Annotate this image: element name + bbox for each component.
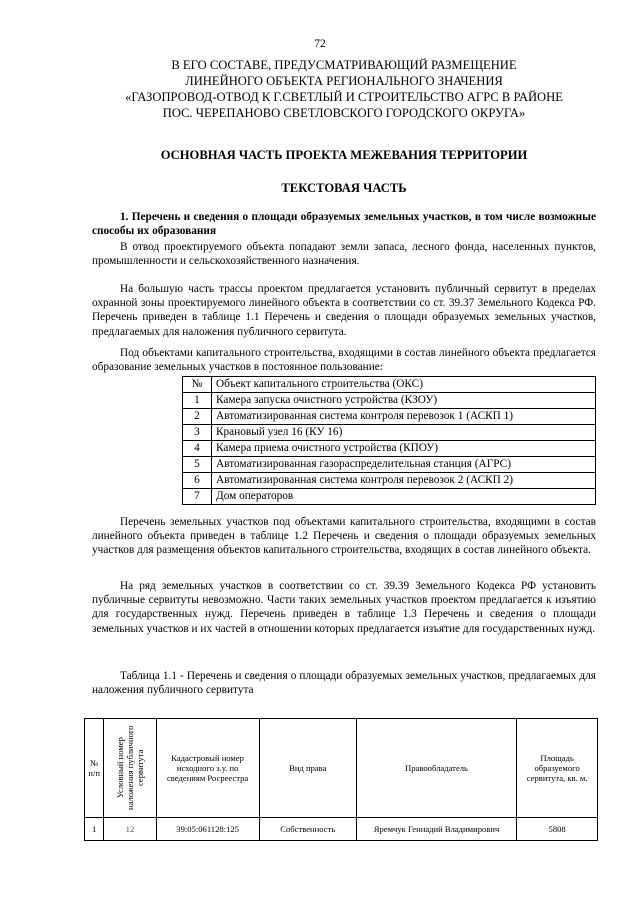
table-cell: Автоматизированная газораспределительная станция (АГРС): [212, 457, 596, 473]
table-cell: 2: [183, 409, 212, 425]
vertical-header-text: Условный номер наложения публичного сервитута: [114, 725, 145, 811]
paragraph-lands: В отвод проектируемого объекта попадают земли запаса, лесного фонда, населенных пунктов, промышленности и сельскохозяйственного назначения.: [92, 241, 596, 268]
table-cell: 39:05:061128:125: [156, 818, 259, 841]
sub-title: ТЕКСТОВАЯ ЧАСТЬ: [281, 181, 407, 195]
table-cell: Автоматизированная система контроля перевозок 1 (АСКП 1): [212, 409, 596, 425]
table-caption: Таблица 1.1 - Перечень и сведения о площади образуемых земельных участков, предлагаемых для наложения публичного сервитута: [92, 670, 596, 697]
table-header-cell: Объект капитального строительства (ОКС): [212, 377, 596, 393]
table-cell: 5808: [517, 818, 598, 841]
table-cell: 5: [183, 457, 212, 473]
table-header-cell: Правообладатель: [356, 719, 516, 818]
table-row: [183, 425, 596, 441]
table-row: [183, 441, 596, 457]
table-cell: [104, 818, 156, 841]
main-title: ОСНОВНАЯ ЧАСТЬ ПРОЕКТА МЕЖЕВАНИЯ ТЕРРИТОРИИ: [160, 148, 528, 162]
table-header-cell: №: [183, 377, 212, 393]
page-number: 72: [314, 38, 326, 50]
header-line: ЛИНЕЙНОГО ОБЪЕКТА РЕГИОНАЛЬНОГО ЗНАЧЕНИЯ: [185, 74, 503, 88]
table-header-cell: [104, 719, 156, 818]
section-heading: 1. Перечень и сведения о площади образуемых земельных участков, в том числе возможные способы их образования: [92, 211, 596, 238]
table-header-row: [183, 377, 596, 393]
table-cell: 1: [85, 818, 104, 841]
table-header-cell: Площадь образуемого сервитута, кв. м.: [517, 719, 598, 818]
table-cell: 3: [183, 425, 212, 441]
oks-table: [182, 376, 596, 505]
header-line: «ГАЗОПРОВОД-ОТВОД К Г.СВЕТЛЫЙ И СТРОИТЕЛЬСТВО АГРС В РАЙОНЕ: [125, 90, 563, 104]
header-line: ПОС. ЧЕРЕПАНОВО СВЕТЛОВСКОГО ГОРОДСКОГО ОКРУГА»: [162, 106, 526, 120]
paragraph-oks-intro: Под объектами капитального строительства, входящими в состав линейного объекта предлагается образование земельных участков в постоянное пользование:: [92, 347, 596, 374]
table-cell: Крановый узел 16 (КУ 16): [212, 425, 596, 441]
table-row: [183, 473, 596, 489]
header-line: В ЕГО СОСТАВЕ, ПРЕДУСМАТРИВАЮЩИЙ РАЗМЕЩЕНИЕ: [171, 58, 517, 72]
servitude-number-link[interactable]: 12: [125, 824, 135, 834]
table-cell: Дом операторов: [212, 489, 596, 505]
table-row: [183, 409, 596, 425]
paragraph-servitude: На большую часть трассы проектом предлагается установить публичный сервитут в пределах охранной зоны проектируемого линейного объекта в соответствии со ст. 39.37 Земельного Кодекса РФ. Перечень приведен в таблице 1.1 Перечень и сведения о площади образуемых земельных участков, предлагаемых для наложения публичного сервитута.: [92, 283, 596, 338]
servitude-table: [84, 718, 598, 841]
table-cell: Камера приема очистного устройства (КПОУ): [212, 441, 596, 457]
table-header-cell: Кадастровый номер исходного з.у. по сведениям Росреестра: [156, 719, 259, 818]
table-cell: 1: [183, 393, 212, 409]
table-header-row: [85, 719, 598, 818]
table-cell: Яремчук Геннадий Владимирович: [356, 818, 516, 841]
table-row: [183, 457, 596, 473]
table-cell: Автоматизированная система контроля перевозок 2 (АСКП 2): [212, 473, 596, 489]
paragraph-table-1-2: Перечень земельных участков под объектами капитального строительства, входящими в состав линейного объекта приведен в таблице 1.2 Перечень и сведения о площади образуемых земельных участков для размещения объектов капитального строительства, входящих в состав линейного объекта.: [92, 516, 596, 557]
table-header-cell: № п/п: [85, 719, 104, 818]
project-header: [78, 57, 610, 121]
table-row: [183, 489, 596, 505]
table-cell: Камера запуска очистного устройства (КЗОУ): [212, 393, 596, 409]
paragraph-seizure: На ряд земельных участков в соответствии со ст. 39.39 Земельного Кодекса РФ установить публичные сервитуты невозможно. Части таких земельных участков проектом предлагается к изъятию для государственных нужд. Перечень приведен в таблице 1.3 Перечень и сведения о площади земельных участков и их частей в отношении которых предлагается изъятие для государственных нужд.: [92, 580, 596, 635]
table-cell: 7: [183, 489, 212, 505]
table-row: [85, 818, 598, 841]
table-header-cell: Вид права: [259, 719, 356, 818]
table-cell: 4: [183, 441, 212, 457]
table-cell: Собственность: [259, 818, 356, 841]
table-cell: 6: [183, 473, 212, 489]
table-row: [183, 393, 596, 409]
